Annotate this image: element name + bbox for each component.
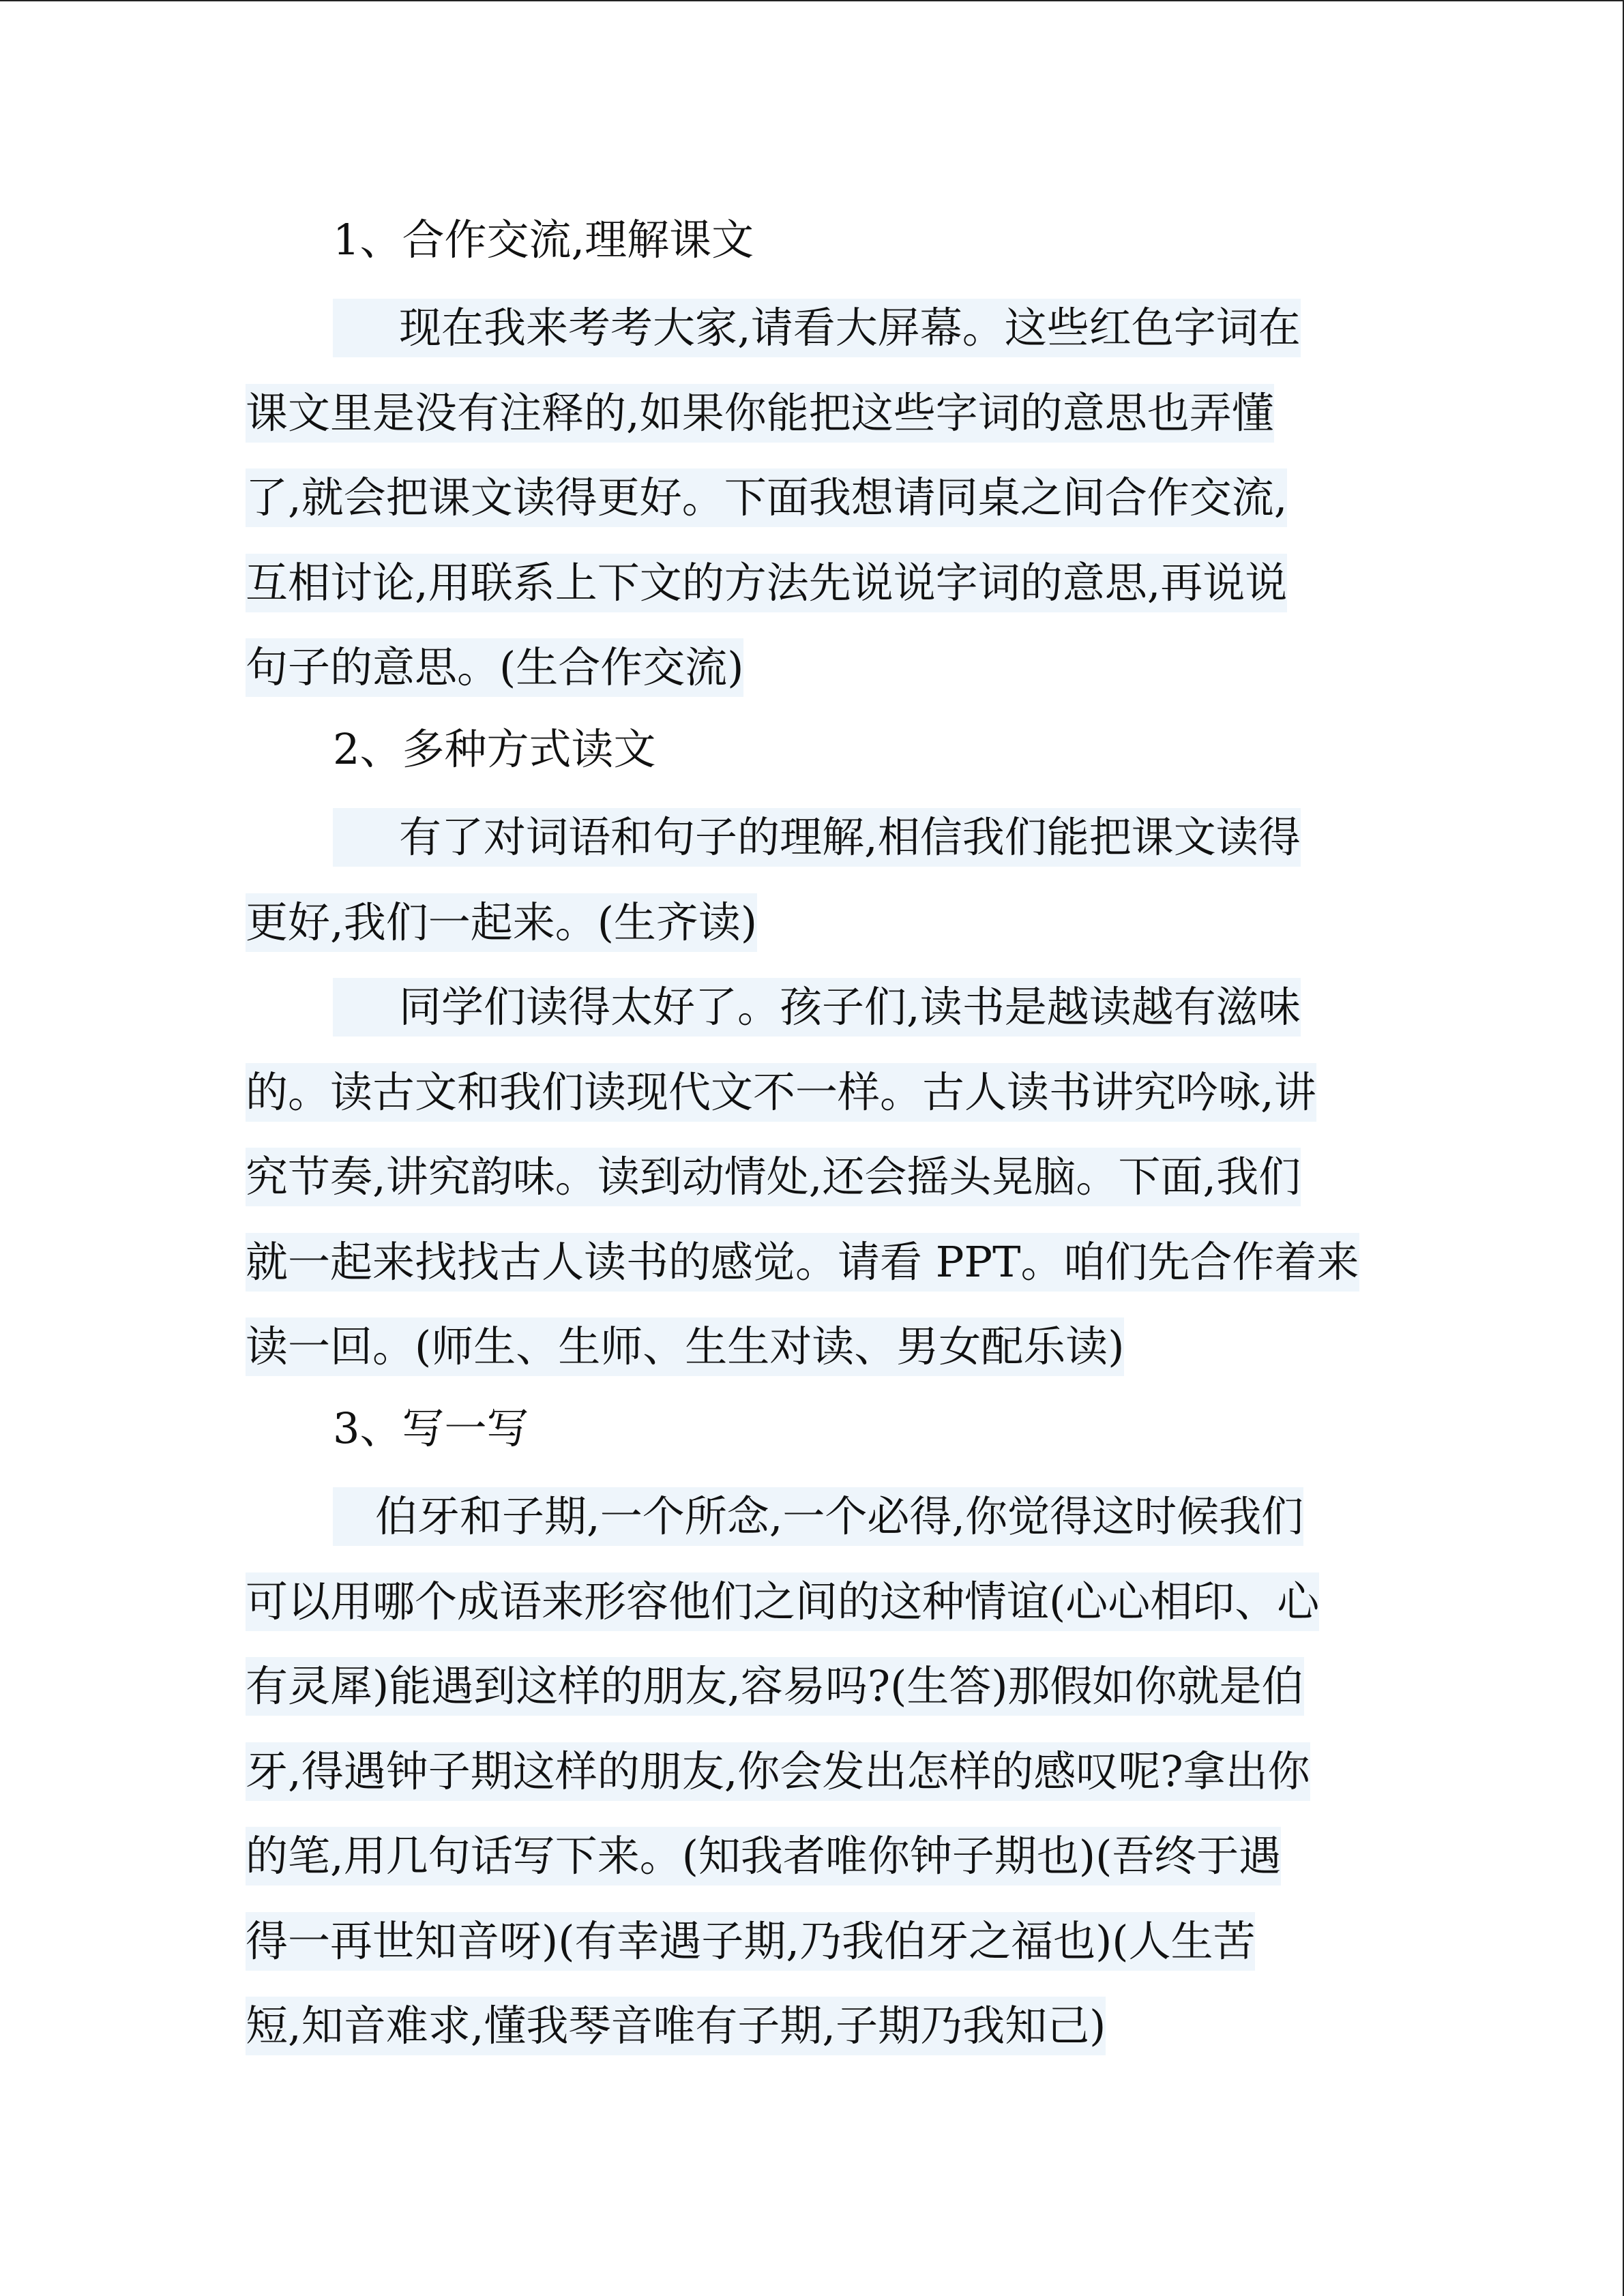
paragraph-line bbox=[246, 877, 1378, 962]
line-text: 得一再世知音呀)(有幸遇子期,乃我伯牙之福也)(人生苦 bbox=[246, 1912, 1255, 1971]
section-heading-2 bbox=[246, 707, 1378, 792]
paragraph-line bbox=[246, 368, 1378, 453]
paragraph-line bbox=[246, 453, 1378, 538]
paragraph-line bbox=[246, 537, 1378, 623]
line-text: 更好,我们一起来。(生齐读) bbox=[246, 893, 757, 952]
paragraph-line bbox=[246, 1047, 1378, 1132]
paragraph-line bbox=[246, 283, 1378, 368]
line-text: 伯牙和子期,一个所念,一个必得,你觉得这时候我们 bbox=[333, 1487, 1303, 1546]
section-heading-1 bbox=[246, 198, 1378, 283]
line-text: 可以用哪个成语来形容他们之间的这种情谊(心心相印、心 bbox=[246, 1572, 1319, 1631]
paragraph-line bbox=[246, 1132, 1378, 1217]
line-text: 的笔,用几句话写下来。(知我者唯你钟子期也)(吾终于遇 bbox=[246, 1827, 1281, 1885]
line-text: 互相讨论,用联系上下文的方法先说说字词的意思,再说说 bbox=[246, 554, 1287, 612]
line-text: 短,知音难求,懂我琴音唯有子期,子期乃我知己) bbox=[246, 1997, 1106, 2055]
line-text: 3、写一写 bbox=[333, 1403, 529, 1453]
line-text: 同学们读得太好了。孩子们,读书是越读越有滋味 bbox=[333, 978, 1301, 1037]
paragraph-line bbox=[246, 1556, 1378, 1641]
paragraph-line bbox=[246, 1641, 1378, 1727]
paragraph-line bbox=[246, 1217, 1378, 1302]
paragraph-line bbox=[246, 1726, 1378, 1811]
line-text: 有灵犀)能遇到这样的朋友,容易吗?(生答)那假如你就是伯 bbox=[246, 1657, 1304, 1716]
line-text: 读一回。(师生、生师、生生对读、男女配乐读) bbox=[246, 1317, 1124, 1376]
line-text: 的。读古文和我们读现代文不一样。古人读书讲究吟咏,讲 bbox=[246, 1063, 1316, 1122]
line-text: 了,就会把课文读得更好。下面我想请同桌之间合作交流, bbox=[246, 468, 1287, 527]
line-text: 有了对词语和句子的理解,相信我们能把课文读得 bbox=[333, 808, 1301, 867]
line-text: 究节奏,讲究韵味。读到动情处,还会摇头晃脑。下面,我们 bbox=[246, 1148, 1301, 1206]
document-body bbox=[246, 198, 1378, 2066]
line-text: 现在我来考考大家,请看大屏幕。这些红色字词在 bbox=[333, 299, 1301, 357]
line-text: 课文里是没有注释的,如果你能把这些字词的意思也弄懂 bbox=[246, 384, 1274, 443]
line-text: 牙,得遇钟子期这样的朋友,你会发出怎样的感叹呢?拿出你 bbox=[246, 1742, 1310, 1801]
paragraph-line bbox=[246, 1811, 1378, 1896]
paragraph-line bbox=[246, 1981, 1378, 2066]
paragraph-line bbox=[246, 623, 1378, 708]
section-heading-3 bbox=[246, 1386, 1378, 1472]
line-text: 就一起来找找古人读书的感觉。请看 PPT。咱们先合作着来 bbox=[246, 1233, 1359, 1292]
paragraph-line bbox=[246, 792, 1378, 878]
paragraph-line bbox=[246, 1302, 1378, 1387]
line-text: 1、合作交流,理解课文 bbox=[333, 215, 754, 265]
paragraph-line bbox=[246, 1896, 1378, 1981]
paragraph-line bbox=[246, 1472, 1378, 1557]
paragraph-line bbox=[246, 962, 1378, 1047]
line-text: 2、多种方式读文 bbox=[333, 724, 656, 774]
line-text: 句子的意思。(生合作交流) bbox=[246, 638, 743, 697]
